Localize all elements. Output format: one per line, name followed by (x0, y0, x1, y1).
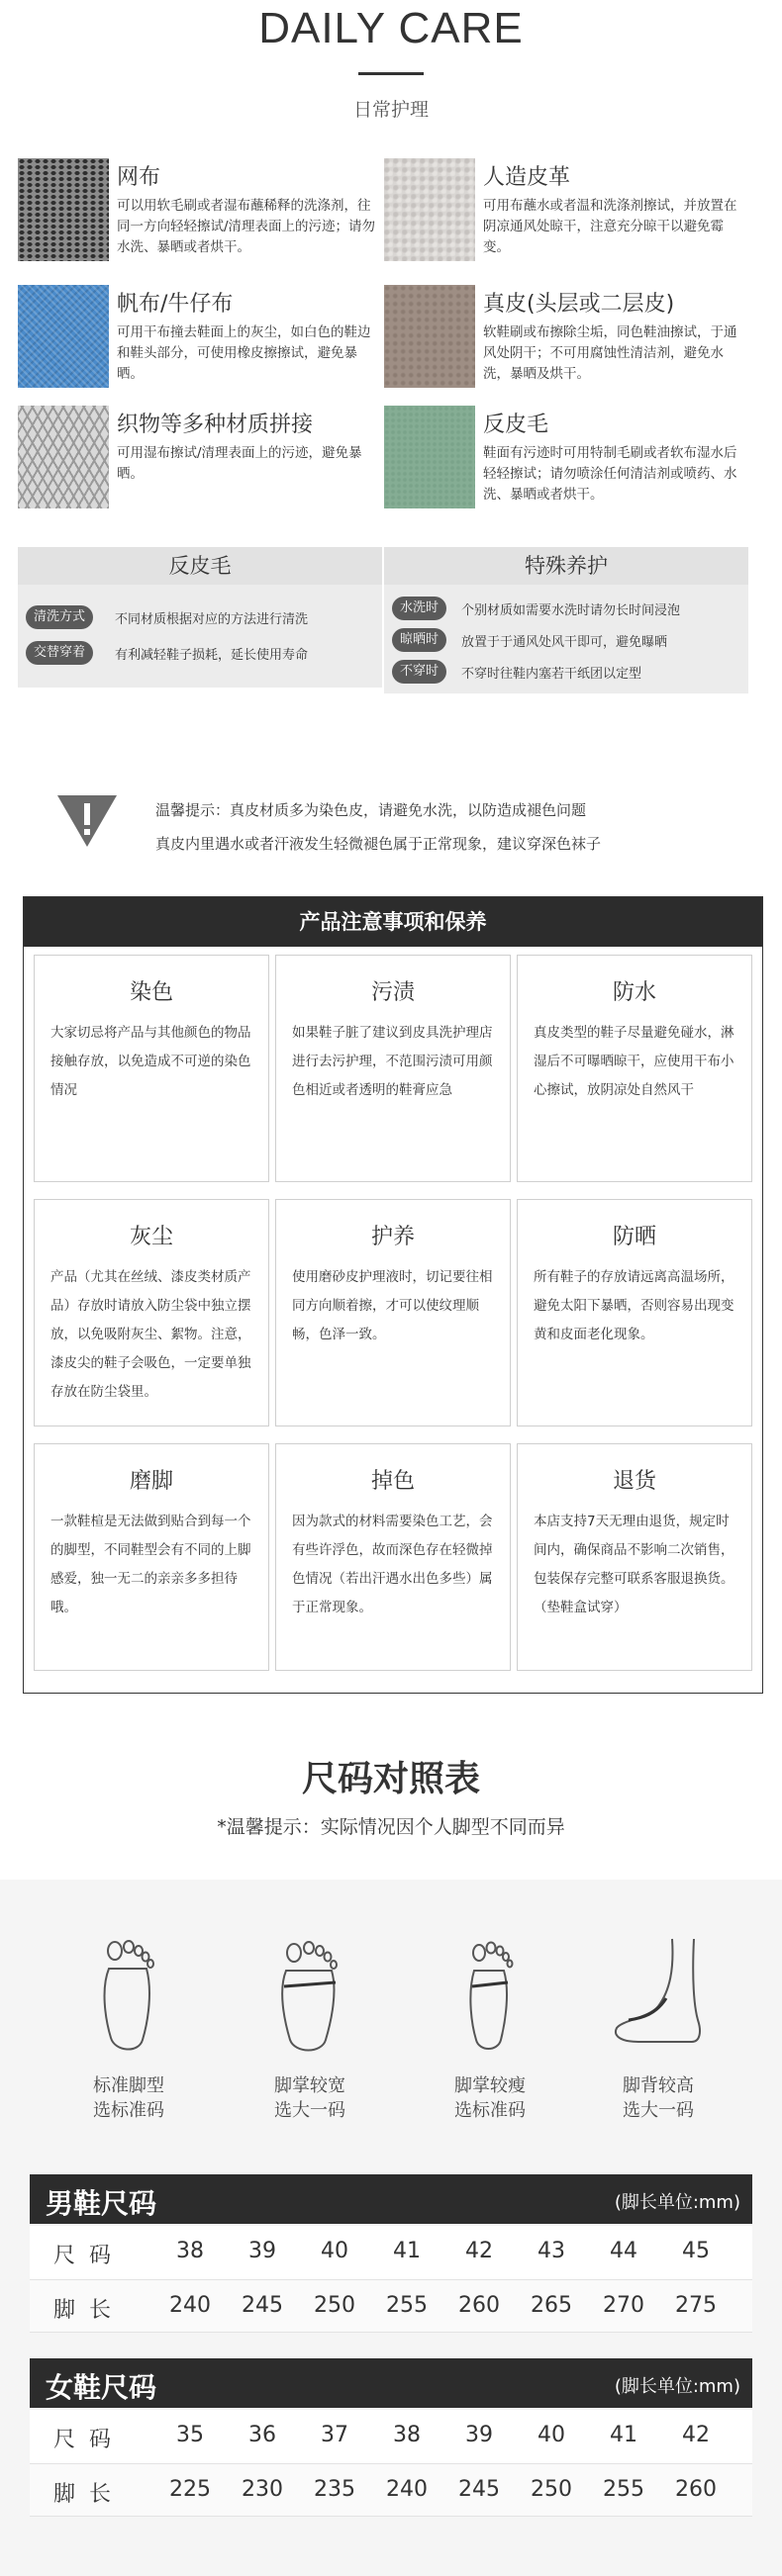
size-cell: 41 (610, 2423, 637, 2447)
care-row (384, 628, 748, 654)
material-mixed (18, 406, 384, 514)
material-title: 织物等多种材质拼接 (117, 413, 314, 437)
note-cell-rubbing (34, 1443, 269, 1671)
care-tag: 晾晒时 (392, 628, 446, 652)
length-cell: 265 (531, 2293, 572, 2318)
size-cell: 45 (682, 2239, 710, 2263)
length-cell: 225 (169, 2477, 211, 2502)
length-cell: 235 (314, 2477, 355, 2502)
note-cell-dust (34, 1199, 269, 1426)
page-subtitle: 日常护理 (352, 99, 429, 121)
note-cell-stain (275, 955, 511, 1182)
care-tag: 不穿时 (392, 660, 446, 684)
note-desc: 产品（尤其在丝绒、漆皮类材质产品）存放时请放入防尘袋中独立摆放，以免吸附灰尘、絮物。注意，漆皮尖的鞋子会吸色，一定要单独存放在防尘袋里。 (50, 1269, 251, 1400)
note-title: 防晒 (612, 1225, 656, 1249)
women-size-unit: (脚长单位:mm) (614, 2376, 740, 2397)
women-size-row (30, 2410, 752, 2463)
title-underline (358, 72, 424, 75)
leather-swatch (384, 158, 475, 261)
material-desc: 可以用软毛刷或者湿布蘸稀释的洗涤剂，往同一方向轻轻擦试/清理表面上的污迹；请勿水洗、暴晒或者烘干。 (117, 198, 376, 255)
mesh-swatch (18, 158, 109, 261)
care-tag: 水洗时 (392, 597, 446, 620)
length-cell: 245 (242, 2293, 283, 2318)
note-cell-maintenance (275, 1199, 511, 1426)
note-desc: 使用磨砂皮护理液时，切记要往相同方向顺着擦，才可以使纹理顺畅，色泽一致。 (292, 1269, 493, 1342)
note-desc: 大家切忌将产品与其他颜色的物品接触存放，以免造成不可逆的染色情况 (50, 1025, 251, 1098)
size-cell: 42 (682, 2423, 710, 2447)
foot-type-high-arch (574, 1929, 742, 2127)
men-size-title: 男鞋尺码 (46, 2187, 157, 2220)
length-cell: 275 (675, 2293, 717, 2318)
foot-type-label: 标准脚型 选标准码 (93, 2075, 164, 2121)
material-artificial-leather (384, 158, 750, 267)
men-size-header (30, 2174, 752, 2224)
care-row (18, 641, 382, 667)
note-desc: 因为款式的材料需要染色工艺，会有些许浮色，故而深色存在轻微掉色情况（若出汗遇水出色多些）属于正常现象。 (292, 1514, 493, 1615)
size-cell: 38 (393, 2423, 421, 2447)
material-desc: 鞋面有污迹时可用特制毛刷或者软布湿水后轻轻擦试；请勿喷涂任何清洁剂或喷药、水洗、暴晒或者烘干。 (483, 445, 737, 503)
length-cell: 245 (458, 2477, 500, 2502)
denim-swatch (18, 285, 109, 388)
foot-type-wide (226, 1929, 394, 2127)
length-cell: 260 (675, 2477, 717, 2502)
note-title: 护养 (370, 1225, 415, 1249)
standard-foot-icon (79, 1929, 178, 2058)
material-desc: 可用干布撞去鞋面上的灰尘，如白色的鞋边和鞋头部分，可使用橡皮擦擦试，避免暴晒。 (117, 324, 371, 382)
women-size-table (30, 2358, 752, 2517)
wide-foot-icon (260, 1929, 359, 2058)
foot-type-label: 脚背较高 选大一码 (623, 2075, 694, 2121)
warning-icon (53, 791, 121, 851)
warning-line-2: 真皮内里遇水或者汗液发生轻微褪色属于正常现象，建议穿深色袜子 (155, 835, 602, 853)
foot-type-label: 脚掌较宽 选大一码 (274, 2075, 345, 2121)
note-title: 污渍 (370, 980, 415, 1005)
material-canvas-denim (18, 285, 384, 394)
size-cell: 40 (538, 2423, 565, 2447)
care-tag: 交替穿着 (26, 641, 93, 665)
foot-type-label: 脚掌较瘦 选标准码 (454, 2075, 526, 2121)
material-title: 反皮毛 (483, 413, 549, 437)
note-desc: 所有鞋子的存放请远离高温场所，避免太阳下暴晒，否则容易出现变黄和皮面老化现象。 (534, 1269, 734, 1342)
note-title: 磨脚 (129, 1469, 173, 1494)
size-cell: 43 (538, 2239, 565, 2263)
care-box-title: 反皮毛 (18, 547, 382, 585)
notes-table (23, 896, 763, 1694)
foot-type-standard (45, 1929, 213, 2127)
material-title: 人造皮革 (483, 165, 571, 190)
material-genuine-leather (384, 285, 750, 394)
length-cell: 255 (386, 2293, 428, 2318)
size-cell: 36 (248, 2423, 276, 2447)
note-cell-sunproof (517, 1199, 752, 1426)
care-box-suede (18, 547, 382, 688)
note-cell-dye (34, 955, 269, 1182)
row-label: 尺码 (53, 2428, 126, 2452)
row-label: 尺码 (53, 2244, 126, 2268)
narrow-foot-icon (440, 1929, 539, 2058)
material-desc: 可用湿布擦试/清理表面上的污迹，避免暴晒。 (117, 445, 362, 482)
high-arch-foot-icon (609, 1929, 708, 2058)
care-text: 放置于于通风处风干即可，避免曝晒 (461, 635, 668, 650)
length-cell: 270 (603, 2293, 644, 2318)
note-cell-return (517, 1443, 752, 1671)
women-size-header (30, 2358, 752, 2408)
note-desc: 本店支持7天无理由退货，规定时间内，确保商品不影响二次销售，包装保存完整可联系客服退换货。（垫鞋盒试穿） (534, 1514, 734, 1615)
material-title: 帆布/牛仔布 (117, 292, 234, 317)
note-cell-waterproof (517, 955, 752, 1182)
care-row (384, 597, 748, 622)
care-row (18, 605, 382, 631)
note-title: 灰尘 (129, 1225, 173, 1249)
size-cell: 37 (321, 2423, 348, 2447)
care-text: 个别材质如需要水洗时请勿长时间浸泡 (461, 603, 681, 618)
size-chart-title: 尺码对照表 (301, 1759, 480, 1799)
size-cell: 44 (610, 2239, 637, 2263)
warning-line-1: 温馨提示：真皮材质多为染色皮，请避免水洗，以防造成褪色问题 (155, 801, 587, 819)
length-cell: 255 (603, 2477, 644, 2502)
size-cell: 39 (248, 2239, 276, 2263)
size-cell: 41 (393, 2239, 421, 2263)
notes-title: 产品注意事项和保养 (24, 897, 762, 947)
size-cell: 35 (176, 2423, 204, 2447)
note-desc: 真皮类型的鞋子尽量避免碰水，淋湿后不可曝晒晾干，应使用干布小心擦试，放阴凉处自然风干 (534, 1025, 734, 1098)
length-cell: 250 (531, 2477, 572, 2502)
note-cell-fading (275, 1443, 511, 1671)
note-title: 掉色 (370, 1469, 415, 1494)
note-title: 防水 (612, 980, 656, 1005)
care-text: 不同材质根据对应的方法进行清洗 (115, 612, 309, 627)
care-row (384, 660, 748, 686)
size-cell: 40 (321, 2239, 348, 2263)
note-title: 退货 (612, 1469, 656, 1494)
material-suede (384, 406, 750, 514)
row-label: 脚长 (53, 2482, 126, 2507)
care-text: 有利减轻鞋子损耗，延长使用寿命 (115, 648, 309, 663)
size-chart-note: *温馨提示：实际情况因个人脚型不同而异 (217, 1816, 565, 1838)
row-label: 脚长 (53, 2298, 126, 2323)
women-size-title: 女鞋尺码 (46, 2371, 157, 2404)
material-desc: 可用布蘸水或者温和洗涤剂擦试，并放置在阴凉通风处晾干，注意充分晾干以避免霉变。 (483, 198, 737, 255)
care-box-special (384, 547, 748, 693)
size-cell: 38 (176, 2239, 204, 2263)
size-cell: 39 (465, 2423, 493, 2447)
men-size-unit: (脚长单位:mm) (614, 2192, 740, 2213)
page-title: DAILY CARE (258, 4, 524, 52)
material-desc: 软鞋刷或布擦除尘垢，同色鞋油擦试，于通风处阴干；不可用腐蚀性清洁剂，避免水洗，暴晒及烘干。 (483, 324, 737, 382)
men-size-row (30, 2226, 752, 2279)
size-cell: 42 (465, 2239, 493, 2263)
length-cell: 240 (386, 2477, 428, 2502)
length-cell: 260 (458, 2293, 500, 2318)
suede-swatch (384, 406, 475, 508)
material-mesh (18, 158, 384, 267)
care-text: 不穿时往鞋内塞若干纸团以定型 (461, 667, 642, 682)
length-cell: 230 (242, 2477, 283, 2502)
length-cell: 240 (169, 2293, 211, 2318)
women-length-row (30, 2463, 752, 2517)
foot-type-narrow (406, 1929, 574, 2127)
material-title: 真皮(头层或二层皮) (483, 292, 675, 317)
care-box-title: 特殊养护 (384, 547, 748, 585)
length-cell: 250 (314, 2293, 355, 2318)
note-desc: 一款鞋楦是无法做到贴合到每一个的脚型，不同鞋型会有不同的上脚感爱，独一无二的亲亲多多担待哦。 (50, 1514, 251, 1615)
brown-leather-swatch (384, 285, 475, 388)
material-title: 网布 (117, 165, 161, 190)
men-length-row (30, 2279, 752, 2333)
note-desc: 如果鞋子脏了建议到皮具洗护理店进行去污护理，不范围污渍可用颜色相近或者透明的鞋膏应急 (292, 1025, 493, 1098)
note-title: 染色 (129, 980, 173, 1005)
care-tag: 清洗方式 (26, 605, 93, 629)
men-size-table (30, 2174, 752, 2333)
knit-swatch (18, 406, 109, 508)
